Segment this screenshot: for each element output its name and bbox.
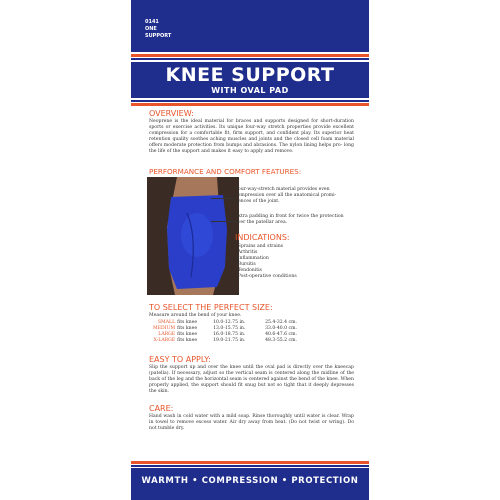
care-heading: CARE: bbox=[149, 404, 174, 413]
list-item: • Bursitis bbox=[235, 262, 297, 268]
sizing-intro: Measure around the bend of your knee. bbox=[149, 313, 242, 318]
indications-heading: INDICATIONS: bbox=[235, 233, 290, 242]
navy-stripe bbox=[131, 465, 369, 467]
apply-text: Slip the support up and over the knee until the oval pad is directly over the kneecap (patella). If necessary, adjust so the vertical seam is centered along the midline of the back of the leg and the horizontal seam is centered against the bend of the knee. When properly applied, the support should fit snug but not so tight that it deeply depresses the skin. bbox=[149, 365, 354, 394]
navy-stripe bbox=[131, 100, 369, 102]
list-item: • Tendonitis bbox=[235, 268, 297, 274]
overview-heading: OVERVIEW: bbox=[149, 109, 194, 118]
feature-item: Extra padding in front for twice the protection over the patellar area. bbox=[235, 214, 344, 225]
orange-stripe bbox=[131, 54, 369, 57]
feature-item: Four-way-stretch material provides even compression over all the anatomical promi- nences of the joint. bbox=[235, 187, 337, 204]
orange-stripe bbox=[131, 461, 369, 464]
product-code: 0141 ONE SUPPORT bbox=[145, 19, 172, 39]
product-subtitle: WITH OVAL PAD bbox=[211, 86, 289, 95]
features-heading: PERFORMANCE AND COMFORT FEATURES: bbox=[149, 167, 302, 176]
callout-line bbox=[211, 198, 235, 199]
indications-list bbox=[235, 244, 297, 280]
table-row: LARGE fits knee 16.0-18.75 in. 40.6-47.6 cm. bbox=[158, 332, 297, 337]
care-text: Hand wash in cold water with a mild soap. Rinse thoroughly until water is clear. Wrap in towel to remove excess water. Air dry away from heat. (Do not twist or wring). Do not tumble dry. bbox=[149, 414, 354, 431]
knee-support-photo bbox=[147, 177, 239, 295]
callout-line bbox=[211, 221, 235, 222]
list-item: • Inflammation bbox=[235, 256, 297, 262]
apply-heading: EASY TO APPLY: bbox=[149, 355, 211, 364]
tagline: WARMTH • COMPRESSION • PROTECTION bbox=[141, 476, 359, 486]
size-table bbox=[153, 320, 299, 344]
top-band bbox=[131, 0, 369, 52]
knee-brace-illustration bbox=[147, 177, 239, 295]
orange-stripe bbox=[131, 103, 369, 106]
overview-text: Neoprene is the ideal material for braces and supports designed for short-duration sports or exercise activities. Its unique four-way stretch properties provide excellent compression for a comfortable fit, firm support, and confident play. Its superior heat retention quality soothes aching muscles and joints and the closed cell foam material offers moderate protection from bumps and abrasions. The nylon lining helps pro- long the life of the support and makes it easy to apply and remove. bbox=[149, 119, 354, 154]
list-item: • Arthritis bbox=[235, 250, 297, 256]
table-row: MEDIUM fits knee 13.0-15.75 in. 33.0-40.0 cm. bbox=[153, 326, 297, 331]
sizing-heading: TO SELECT THE PERFECT SIZE: bbox=[149, 303, 273, 312]
table-row: X-LARGE fits knee 19.0-21.75 in. 48.3-55.2 cm. bbox=[153, 338, 297, 343]
list-item: • Sprains and strains bbox=[235, 244, 297, 250]
list-item: • Post-operative conditions bbox=[235, 274, 297, 280]
navy-stripe bbox=[131, 58, 369, 60]
product-title: KNEE SUPPORT bbox=[165, 64, 335, 86]
product-package bbox=[131, 0, 369, 500]
table-row: SMALL fits knee 10.0-12.75 in. 25.4-32.4 cm. bbox=[157, 320, 297, 325]
